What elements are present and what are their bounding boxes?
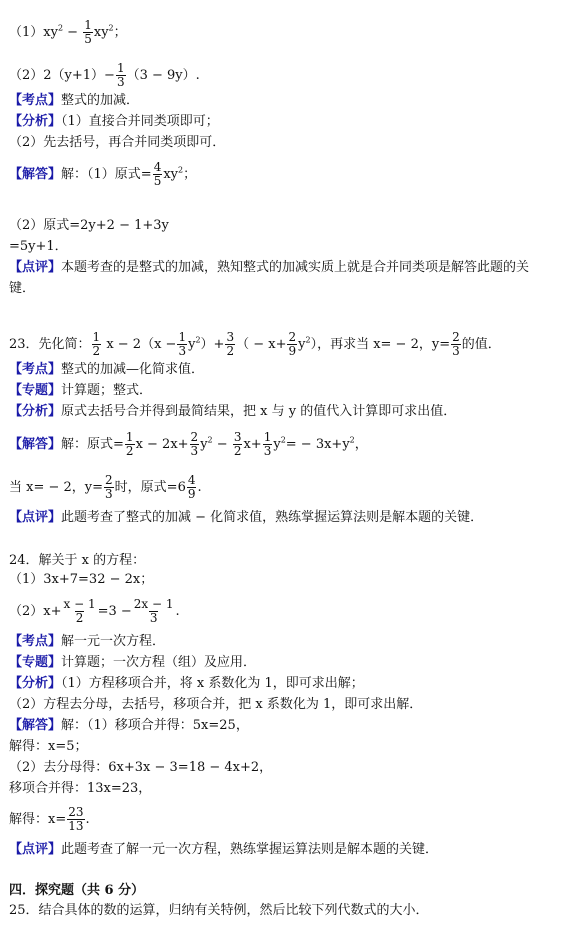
denominator: 2 bbox=[75, 611, 84, 625]
fraction bbox=[225, 331, 235, 358]
text: . bbox=[197, 480, 202, 495]
jieda-label: 【解答】 bbox=[9, 167, 62, 182]
fraction bbox=[190, 431, 200, 458]
section-heading bbox=[9, 883, 144, 899]
kaodian-line bbox=[9, 362, 204, 378]
dianping-line bbox=[9, 510, 483, 526]
text: 解得：x= bbox=[9, 812, 67, 827]
text: − bbox=[63, 25, 83, 40]
text: （ − x+ bbox=[236, 337, 287, 352]
numerator: 2 bbox=[288, 330, 297, 344]
text: 25．结合具体的数的运算，归纳有关特例，然后比较下列代数式的大小． bbox=[9, 903, 429, 918]
text: （2）原式=2y+2 − 1+3y bbox=[9, 218, 169, 233]
text: （1）xy bbox=[9, 25, 58, 40]
text: （2）x+ bbox=[9, 604, 62, 619]
kaodian-line bbox=[9, 93, 139, 109]
fenxi-text: （1）直接合并同类项即可； bbox=[61, 114, 219, 129]
zhuanti-text: 计算题；整式． bbox=[61, 383, 153, 398]
fraction bbox=[116, 62, 126, 89]
text: ， bbox=[354, 437, 368, 452]
text: 时，原式=6 bbox=[114, 480, 186, 495]
text: ； bbox=[113, 25, 127, 40]
numerator: 1 bbox=[92, 330, 101, 344]
solution-line bbox=[9, 218, 169, 234]
text: x − 2（x − bbox=[102, 337, 177, 352]
text: x+ bbox=[243, 437, 262, 452]
denominator: 2 bbox=[226, 344, 235, 358]
denominator: 5 bbox=[153, 174, 162, 188]
text: 的值． bbox=[461, 337, 501, 352]
fraction bbox=[133, 598, 175, 625]
denominator: 2 bbox=[233, 444, 242, 458]
exponent: 2 bbox=[178, 165, 184, 175]
question-25 bbox=[9, 903, 429, 919]
dianping-text: 键． bbox=[9, 281, 36, 296]
denominator: 3 bbox=[105, 487, 113, 501]
exponent: 2 bbox=[349, 435, 355, 445]
fraction bbox=[63, 598, 97, 625]
solution-line bbox=[9, 806, 90, 833]
text: （1）3x+7=32 − 2x； bbox=[9, 572, 154, 587]
text: x − 2x+ bbox=[135, 437, 189, 452]
exponent: 2 bbox=[280, 435, 286, 445]
fenxi-text: （1）方程移项合并，将 x 系数化为 1，即可求出解； bbox=[61, 676, 364, 691]
numerator: 23 bbox=[68, 805, 84, 819]
zhuanti-label: 【专题】 bbox=[9, 383, 62, 398]
substitution-line bbox=[9, 474, 202, 501]
kaodian-label: 【考点】 bbox=[9, 634, 62, 649]
denominator: 2 bbox=[125, 444, 134, 458]
text: y bbox=[273, 437, 281, 452]
solution-line bbox=[9, 781, 151, 797]
text: = − 3x+y bbox=[285, 437, 350, 452]
numerator: 2 bbox=[452, 330, 460, 344]
text: 移项合并得：13x=23， bbox=[9, 781, 152, 796]
denominator: 3 bbox=[178, 344, 187, 358]
exponent: 2 bbox=[57, 23, 64, 33]
denominator: 9 bbox=[187, 487, 196, 501]
dianping-text: 此题考查了解一元一次方程，熟练掌握运算法则是解本题的关键． bbox=[61, 842, 439, 857]
zhuanti-label: 【专题】 bbox=[9, 655, 62, 670]
text: y bbox=[188, 337, 196, 352]
numerator: 2 bbox=[105, 473, 113, 487]
dianping-label: 【点评】 bbox=[9, 510, 62, 525]
jieda-label: 【解答】 bbox=[9, 718, 62, 733]
fraction bbox=[92, 331, 102, 358]
text: 解得：x=5； bbox=[9, 739, 88, 754]
text: =3 − bbox=[97, 604, 132, 619]
fenxi-label: 【分析】 bbox=[9, 114, 62, 129]
kaodian-label: 【考点】 bbox=[9, 93, 62, 108]
numerator: 1 bbox=[263, 430, 272, 444]
numerator: 1 bbox=[178, 330, 187, 344]
dianping-text: 本题考查的是整式的加减，熟知整式的加减实质上就是合并同类项是解答此题的关 bbox=[61, 260, 530, 275]
jieda-line bbox=[9, 161, 196, 188]
text: y bbox=[298, 337, 306, 352]
denominator: 13 bbox=[68, 819, 84, 833]
dianping-label: 【点评】 bbox=[9, 260, 62, 275]
denominator: 3 bbox=[190, 444, 199, 458]
dianping-text: 此题考查了整式的加减 − 化简求值，熟练掌握运算法则是解本题的关键． bbox=[61, 510, 484, 525]
text: 当 x= − 2，y= bbox=[9, 480, 104, 495]
fenxi-line bbox=[9, 676, 364, 692]
text: − bbox=[212, 437, 232, 452]
numerator: 2x − 1 bbox=[133, 597, 174, 611]
exponent: 2 bbox=[108, 23, 114, 33]
text: . bbox=[175, 604, 180, 619]
exponent: 2 bbox=[207, 435, 213, 445]
text: xy bbox=[93, 25, 109, 40]
numerator: 1 bbox=[116, 61, 125, 75]
fraction bbox=[177, 331, 187, 358]
fraction bbox=[125, 431, 135, 458]
jieda-line bbox=[9, 718, 249, 734]
exponent: 2 bbox=[195, 335, 201, 345]
fraction bbox=[153, 161, 163, 188]
fraction bbox=[451, 331, 461, 358]
text: 23．先化简： bbox=[9, 337, 91, 352]
denominator: 9 bbox=[288, 344, 297, 358]
text: 解：原式= bbox=[61, 437, 124, 452]
numerator: 2 bbox=[190, 430, 199, 444]
fenxi-label: 【分析】 bbox=[9, 404, 62, 419]
kaodian-text: 解一元一次方程． bbox=[61, 634, 166, 649]
fenxi-line-2 bbox=[9, 697, 422, 713]
dianping-line-2 bbox=[9, 281, 35, 297]
kaodian-text: 整式的加减—化简求值． bbox=[61, 362, 205, 377]
jieda-text: 解：（1）移项合并得：5x=25， bbox=[61, 718, 249, 733]
text: ； bbox=[183, 167, 197, 182]
numerator: 3 bbox=[226, 330, 235, 344]
denominator: 3 bbox=[149, 611, 158, 625]
kaodian-line bbox=[9, 634, 165, 650]
numerator: 1 bbox=[125, 430, 134, 444]
numerator: 1 bbox=[84, 18, 92, 32]
text: =5y+1． bbox=[9, 239, 68, 254]
fraction bbox=[263, 431, 273, 458]
text: 解：（1）原式= bbox=[61, 167, 152, 182]
text: ），再求当 x= − 2，y= bbox=[310, 337, 451, 352]
question-23 bbox=[9, 331, 501, 358]
fenxi-line bbox=[9, 114, 219, 130]
kaodian-label: 【考点】 bbox=[9, 362, 62, 377]
fraction bbox=[67, 806, 84, 833]
text: 24．解关于 x 的方程： bbox=[9, 553, 146, 568]
fenxi-line bbox=[9, 404, 456, 420]
text: （3 − 9y）. bbox=[126, 68, 200, 83]
text: xy bbox=[163, 167, 179, 182]
zhuanti-line bbox=[9, 655, 256, 671]
question-24-part-2 bbox=[9, 598, 180, 625]
denominator: 3 bbox=[452, 344, 460, 358]
text: y bbox=[200, 437, 208, 452]
problem-2 bbox=[9, 62, 200, 89]
exponent: 2 bbox=[305, 335, 311, 345]
numerator: 4 bbox=[153, 160, 162, 174]
text: . bbox=[85, 812, 90, 827]
dianping-line bbox=[9, 842, 438, 858]
solution-line bbox=[9, 760, 272, 776]
fraction bbox=[233, 431, 243, 458]
fenxi-line-2 bbox=[9, 135, 225, 151]
fenxi-label: 【分析】 bbox=[9, 676, 62, 691]
fraction bbox=[287, 331, 297, 358]
denominator: 5 bbox=[84, 32, 92, 46]
solution-line bbox=[9, 739, 88, 755]
fraction bbox=[104, 474, 114, 501]
question-24-title bbox=[9, 553, 145, 569]
fenxi-text: 原式去括号合并得到最简结果，把 x 与 y 的值代入计算即可求出值． bbox=[61, 404, 457, 419]
text: （2）去分母得：6x+3x − 3=18 − 4x+2， bbox=[9, 760, 273, 775]
problem-1 bbox=[9, 19, 127, 46]
text: ）+ bbox=[200, 337, 225, 352]
dianping-label: 【点评】 bbox=[9, 842, 62, 857]
fraction bbox=[83, 19, 93, 46]
solution-line bbox=[9, 239, 68, 255]
text: 四．探究题（共 6 分） bbox=[9, 883, 145, 898]
numerator: x − 1 bbox=[63, 597, 96, 611]
text: （2）2（y+1）− bbox=[9, 68, 115, 83]
jieda-line bbox=[9, 431, 368, 458]
fenxi-text: （2）方程去分母，去括号，移项合并，把 x 系数化为 1，即可求出解． bbox=[9, 697, 423, 712]
numerator: 4 bbox=[187, 473, 196, 487]
zhuanti-text: 计算题；一次方程（组）及应用． bbox=[61, 655, 257, 670]
numerator: 3 bbox=[233, 430, 242, 444]
question-24-part-1 bbox=[9, 572, 153, 588]
dianping-line bbox=[9, 260, 529, 276]
denominator: 3 bbox=[116, 75, 125, 89]
fraction bbox=[187, 474, 197, 501]
denominator: 3 bbox=[263, 444, 272, 458]
zhuanti-line bbox=[9, 383, 152, 399]
kaodian-text: 整式的加减． bbox=[61, 93, 140, 108]
fenxi-text: （2）先去括号，再合并同类项即可． bbox=[9, 135, 226, 150]
jieda-label: 【解答】 bbox=[9, 437, 62, 452]
denominator: 2 bbox=[92, 344, 101, 358]
